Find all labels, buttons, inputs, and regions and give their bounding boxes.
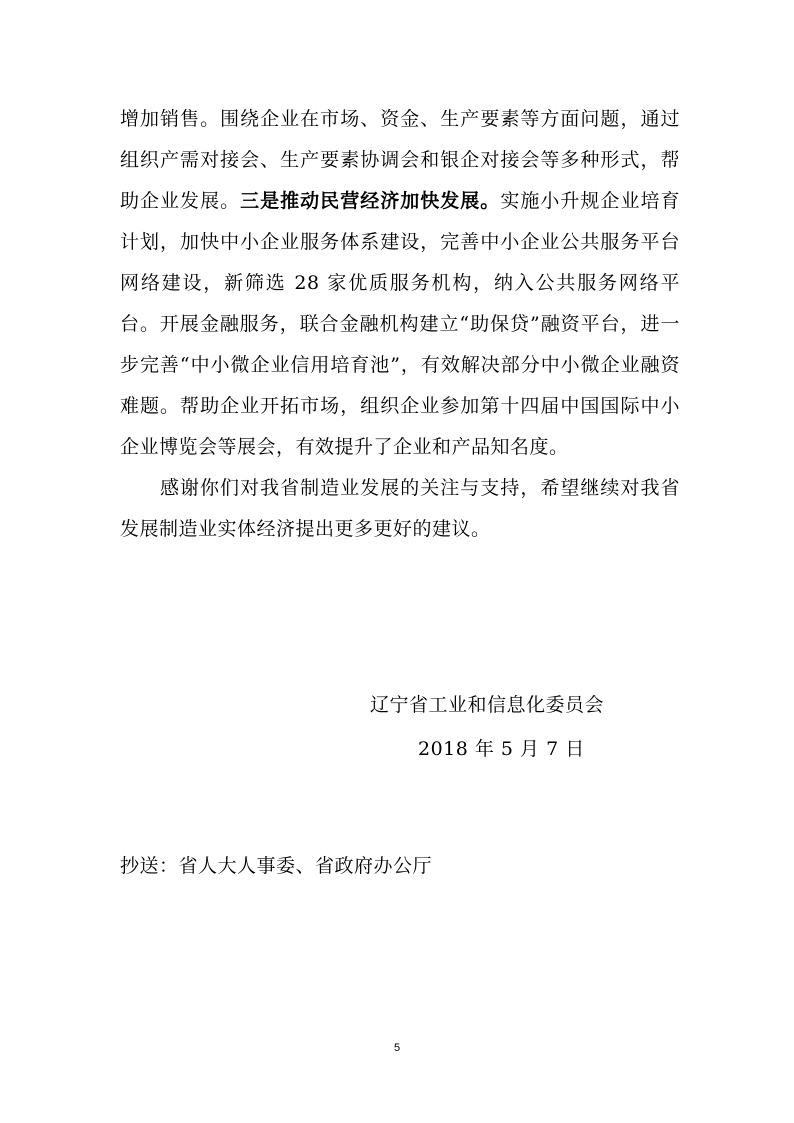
signature-date: 2018 年 5 月 7 日 <box>418 738 585 760</box>
paragraph-1-text-b: 实施小升规企业培育计划，加快中小企业服务体系建设，完善中小企业公共服务平台网络建设，新筛选 28 家优质服务机构，纳入公共服务网络平台。开展金融服务，联合金融机构建立“助保贷”融资平台，进一步完善“中小微企业信用培育池”，有效解决部分中小微企业融资难题。帮助企业开拓市场，组织企业参加第十四届中国国际中小企业博览会等展会，有效提升了企业和产品知名度。 <box>120 190 680 458</box>
signature-block <box>370 683 670 771</box>
cc-line: 抄送：省人大人事委、省政府办公厅 <box>120 855 433 877</box>
page-number: 5 <box>393 1042 401 1054</box>
paragraph-2: 感谢你们对我省制造业发展的关注与支持，希望继续对我省发展制造业实体经济提出更多更好的建议。 <box>120 477 680 540</box>
document-body <box>120 99 680 550</box>
signature-organization: 辽宁省工业和信息化委员会 <box>370 694 605 716</box>
paragraph-1-text-a: 增加销售。围绕企业在市场、资金、生产要素等方面问题，通过组织产需对接会、生产要素协调会和银企对接会等多种形式，帮助企业发展。 <box>120 108 680 212</box>
paragraph-1 <box>120 99 680 468</box>
paragraph-1-bold-heading: 三是推动民营经济加快发展。 <box>240 190 501 212</box>
